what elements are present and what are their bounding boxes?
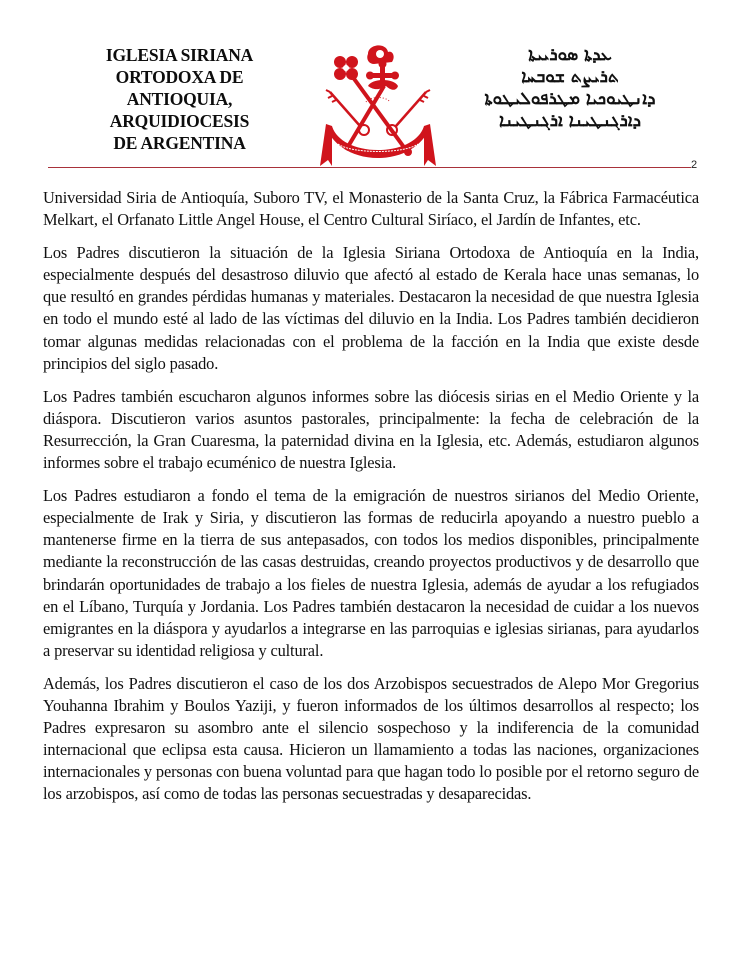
church-coat-of-arms-icon: [318, 40, 436, 168]
church-name-line: ORTODOXA DE: [115, 67, 244, 87]
page-number: 2: [691, 159, 698, 171]
letterhead: [0, 0, 742, 175]
syriac-line: ܕܐܪܓܢܛܝܢܐ ܐܪܓܢܛܝܢܐ: [499, 111, 641, 131]
document-body: [43, 187, 699, 816]
header-divider: [48, 167, 691, 168]
right-key: [396, 92, 426, 126]
ribbon-banner: [326, 124, 430, 158]
paragraph: Los Padres discutieron la situación de la Iglesia Siriana Ortodoxa de Antioquía en la India, especialmente después del desastroso diluvio que afectó al estado de Kerala hace unas semanas, lo que resultó en grandes pérdidas humanas y materiales. Destacaron la necesidad de que nuestra Iglesia en todo el mundo esté al lado de las víctimas del diluvio en la India. Los Padres también decidieron tomar algunas medidas relacionadas con el problema de la facción en la India que existe desde principios del siglo pasado.: [43, 243, 699, 373]
church-name-line: ANTIOQUIA,: [126, 89, 233, 109]
syriac-line: ܥܕܬܐ ܣܘܪܝܝܬܐ: [528, 45, 612, 65]
church-name-line: ARQUIDIOCESIS: [109, 111, 250, 131]
church-name-line: IGLESIA SIRIANA: [105, 45, 254, 65]
paragraph: Los Padres también escucharon algunos informes sobre las diócesis sirias en el Medio Oriente y la diáspora. Discutieron varios asuntos pastorales, principalmente: la fecha de celebración de la Resurrección, la Gran Cuaresma, la paternidad divina en la Iglesia, etc. Además, estudiaron algunos informes sobre el trabajo ecuménico de nuestra Iglesia.: [43, 386, 699, 473]
paragraph: Universidad Siria de Antioquía, Suboro TV, el Monasterio de la Santa Cruz, la Fábrica Farmacéutica Melkart, el Orfanato Little Angel House, el Centro Cultural Siríaco, el Jardín de Infantes, etc.: [43, 188, 699, 230]
syriac-line: ܕܐܢܛܝܘܟܝܐ ܡܛܪܦܘܠܝܛܘܬܐ: [484, 89, 656, 109]
church-name-spanish: [82, 44, 277, 154]
left-key: [330, 92, 360, 126]
paragraph: Además, los Padres discutieron el caso de los dos Arzobispos secuestrados de Alepo Mor Gregorius Youhanna Ibrahim y Boulos Yaziji, y fueron informados de los últimos desarrollos al respecto; los Padres expresaron su asombro ante el silencio sospechoso y la indiferencia de la comunidad internacional que eclipsa esta causa. Hicieron un llamamiento a todas las naciones, organizaciones internacionales y personas con buena voluntad para que hagan todo lo posible por el retorno seguro de los arzobispos, así como de todas las personas secuestradas y desaparecidas.: [43, 673, 699, 804]
syriac-line: ܬܪܝܨܬ ܫܘܒܚܐ: [521, 67, 619, 87]
church-name-line: DE ARGENTINA: [113, 133, 246, 153]
mitre-jewel: [376, 50, 384, 58]
paragraph: Los Padres estudiaron a fondo el tema de la emigración de nuestros sirianos del Medio Oriente, especialmente de Irak y Siria, y discutieron las formas de reducirla apoyando a nuestro pueblo a mantenerse firme en la tierra de sus antepasados, con todos los medios disponibles, principalmente mediante la reconstrucción de las casas destruidas, creando proyectos productivos y de desarrollo que brindarán oportunidades de trabajo a los fieles de nuestra Iglesia, además de ayudar a los refugiados en el Líbano, Turquía y Jordania. Los Padres también destacaron la necesidad de cuidar a los nuevos emigrantes en la diáspora y ayudarlos a integrarse en las parroquias e iglesias sirianas, para ayudarlos a preservar su identidad religiosa y cultural.: [43, 486, 699, 660]
church-name-syriac: [460, 44, 680, 132]
